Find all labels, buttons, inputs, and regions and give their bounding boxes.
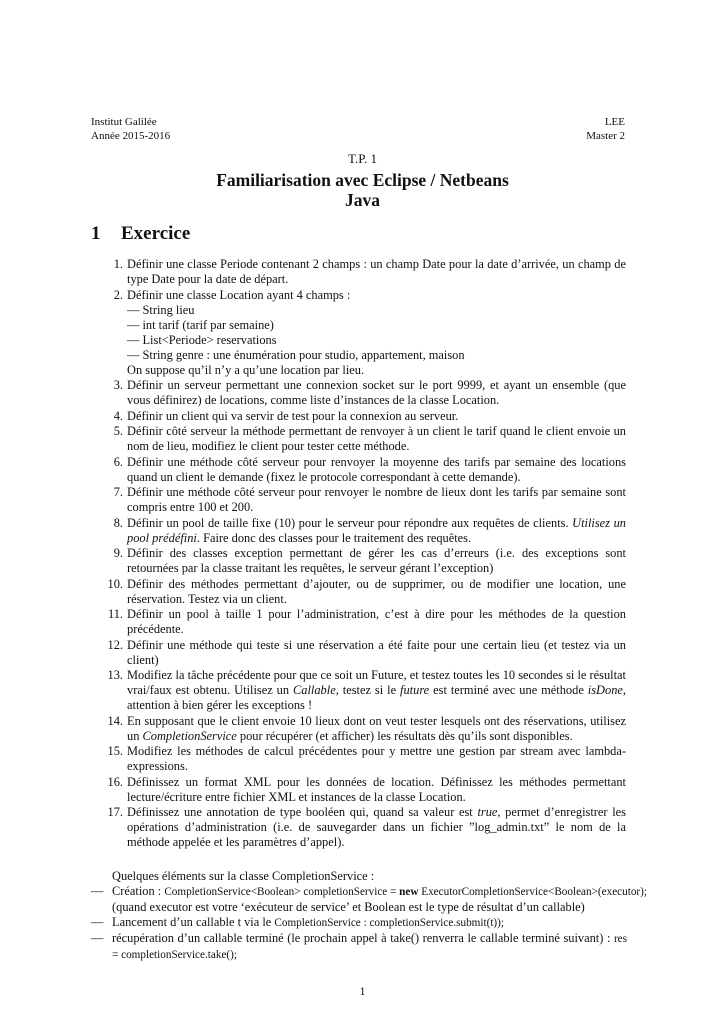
item-number: 7. [113, 485, 123, 499]
item-text: Définir une méthode côté serveur pour renvoyer la moyenne des tarifs par semaine des locations quand un client le demande (fixez le protocole correspondant à cette demande). [127, 454, 626, 484]
item-number: 4. [113, 408, 123, 423]
item-text: Définissez un format XML pour les données de location. Définissez les méthodes permettant lecture/écriture entre fichier XML et instances de la classe Location. [127, 774, 626, 804]
item-text: Création : [112, 884, 165, 898]
dash: — [91, 915, 104, 929]
field-line: — String genre : une énumération pour studio, appartement, maison [127, 347, 465, 362]
item-text: Définir côté serveur la méthode permettant de renvoyer à un client le tarif quand le client envoie un nom de lieu, modifiez le client pour tester cette méthode. [127, 424, 626, 453]
dash: — [91, 931, 104, 945]
item-text: Définir une méthode côté serveur pour renvoyer le nombre de lieux dont les tarifs par semaine sont compris entre 100 et 200. [127, 485, 626, 514]
academic-year: Année 2015-2016 [91, 130, 171, 142]
item-emphasis: CompletionService [142, 728, 237, 743]
item-number: 9. [113, 546, 123, 560]
institution: Institut Galilée [91, 116, 157, 128]
list-item [91, 915, 713, 931]
item-text: En supposant que le client envoie 10 lieux dont on veut tester lesquels ont des réservations, utilisez un [127, 713, 626, 743]
item-text: Définir un pool de taille fixe (10) pour le serveur pour répondre aux requêtes de clients. [127, 515, 573, 530]
list-item [91, 409, 626, 424]
list-item [91, 884, 713, 915]
page-title [0, 170, 725, 210]
item-emphasis: future [400, 683, 430, 697]
list-item [91, 607, 626, 637]
field-line: — List<Periode> reservations [127, 332, 277, 347]
item-emphasis: Callable [293, 683, 336, 697]
item-number: 14. [107, 713, 123, 728]
item-number: 15. [107, 744, 123, 758]
item-note: On suppose qu’il n’y a qu’une location par lieu. [127, 362, 365, 377]
item-text: Définir un serveur permettant une connexion socket sur le port 9999, et ayant un ensemble (que vous définirez) de locations, comme liste d’instances de la classe Location. [127, 378, 626, 407]
item-text: Modifiez les méthodes de calcul précédentes pour y mettre une gestion par stream avec lambda-expressions. [127, 744, 626, 773]
header-right [586, 115, 625, 143]
field-line: — int tarif (tarif par semaine) [127, 317, 274, 332]
author: LEE [604, 116, 625, 128]
item-number: 2. [113, 287, 123, 302]
list-item [91, 485, 626, 515]
item-emphasis: Utilisez un pool prédéfini [127, 515, 626, 545]
item-number: 13. [107, 668, 123, 682]
list-item [91, 775, 626, 805]
tp-label: T.P. 1 [347, 151, 377, 166]
dash: — [91, 884, 104, 898]
list-item [91, 288, 626, 378]
header-left [91, 115, 170, 143]
page-number: 1 [359, 984, 366, 998]
completion-service-list [91, 884, 713, 963]
section-number: 1 [91, 223, 101, 244]
item-text: Modifiez la tâche précédente pour que ce soit un Future, et testez toutes les 10 secondes si le résultat vrai/faux est obtenu. Utilisez un [127, 668, 626, 697]
item-number: 1. [113, 257, 123, 271]
item-emphasis: isDone [587, 683, 623, 697]
list-item [91, 638, 626, 668]
list-item [91, 805, 626, 850]
item-text: , attention à bien gérer les exceptions ! [127, 683, 626, 712]
item-text: Définissez une annotation de type booléen qui, quand sa valeur est [127, 805, 478, 819]
item-emphasis: true [477, 805, 498, 819]
title-line-2: Java [345, 190, 380, 210]
item-number: 11. [107, 607, 123, 621]
completion-service-intro: Quelques éléments sur la classe CompletionService : [112, 869, 375, 883]
item-text: est terminé avec une méthode [429, 683, 588, 697]
item-text: Définir une classe Periode contenant 2 champs : un champ Date pour la date d’arrivée, un champ de type Date pour la date de départ. [127, 257, 626, 286]
item-number: 3. [113, 378, 123, 392]
item-text: (quand executor est votre ‘exécuteur de service’ et Boolean est le type de résultat d’un callable) [112, 900, 585, 914]
code-text: ExecutorCompletionService<Boolean>(executor); [418, 886, 647, 898]
list-item [91, 546, 626, 576]
list-item [91, 424, 626, 454]
item-text: Définir une méthode qui teste si une réservation a été faite pour une certain lieu (et testez via un client) [127, 637, 626, 667]
item-text: Lancement d’un callable t via le [112, 915, 275, 929]
item-text: Définir des classes exception permettant de gérer les cas d’erreurs (i.e. des exceptions sont retournées par la classe traitant les requêtes, le serveur gérant l’exception) [127, 546, 626, 575]
item-text: , testez si le [335, 683, 401, 697]
code-text: CompletionService : completionService.submit(t)); [274, 917, 504, 929]
item-text: , permet d’enregistrer les opérations d’administration (i.e. de sauvegarder dans un fichier ”log_admin.txt” le nom de la méthode appelée et les paramètres d’appel). [127, 805, 626, 849]
code-text: res = completionService.take(); [112, 933, 627, 961]
item-number: 8. [113, 515, 123, 530]
item-number: 17. [107, 805, 123, 819]
section-heading [91, 223, 191, 244]
level: Master 2 [586, 130, 625, 142]
exercise-list [91, 257, 626, 851]
list-item [91, 378, 626, 408]
item-text: Définir une classe Location ayant 4 champs : [127, 287, 351, 302]
code-text: CompletionService<Boolean> completionService = [164, 886, 400, 898]
item-text: . Faire donc des classes pour le traitement des requêtes. [196, 530, 472, 545]
item-text: pour récupérer (et afficher) les résultats dès qu’ils sont disponibles. [236, 728, 573, 743]
field-line: — String lieu [127, 302, 195, 317]
list-item [91, 257, 626, 287]
list-item [91, 516, 626, 546]
list-item [91, 577, 626, 607]
code-keyword: new [399, 886, 419, 898]
item-number: 16. [107, 774, 123, 789]
section-title: Exercice [121, 223, 191, 244]
item-number: 5. [113, 424, 123, 438]
title-line-1: Familiarisation avec Eclipse / Netbeans [216, 170, 509, 190]
list-item [91, 744, 626, 774]
list-item [91, 668, 626, 713]
item-number: 10. [107, 576, 123, 591]
page-header [91, 115, 625, 143]
list-item [91, 931, 627, 963]
item-text: Définir un client qui va servir de test pour la connexion au serveur. [127, 408, 459, 423]
list-item [91, 455, 626, 485]
list-item [91, 714, 626, 744]
item-text: récupération d’un callable terminé (le prochain appel à take() renverra le callable terminé suivant) : [112, 931, 614, 945]
item-text: Définir un pool à taille 1 pour l’administration, c’est à dire pour les méthodes de la question précédente. [127, 607, 626, 636]
item-number: 12. [107, 637, 123, 652]
item-number: 6. [113, 454, 123, 469]
item-text: Définir des méthodes permettant d’ajouter, ou de supprimer, ou de modifier une location, une réservation. Testez via un client. [127, 576, 626, 606]
